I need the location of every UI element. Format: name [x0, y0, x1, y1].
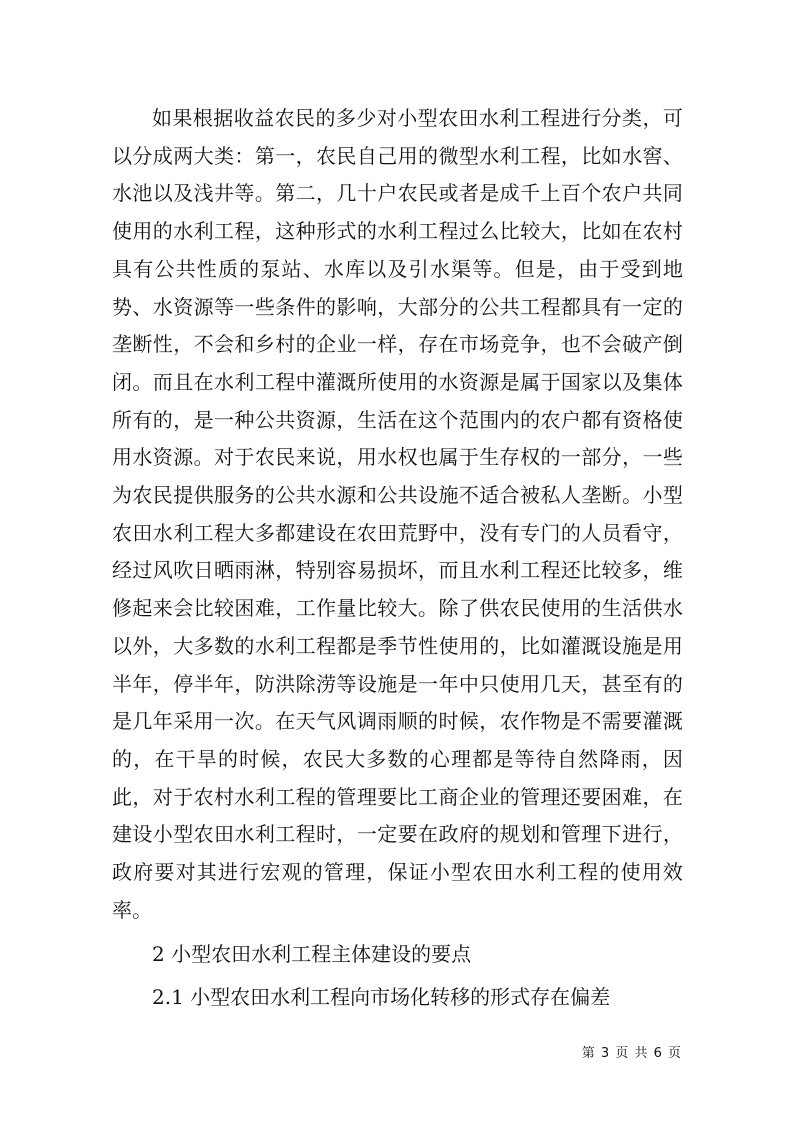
section-heading: 2 小型农田水利工程主体建设的要点	[152, 942, 472, 967]
page-number-footer: 第 3 页 共 6 页	[581, 1046, 682, 1061]
body-paragraph: 如果根据收益农民的多少对小型农田水利工程进行分类，可以分成两大类：第一，农民自己用的微型水利工程，比如水窖、水池以及浅井等。第二，几十户农民或者是成千上百个农户共同使用的水利工程，这种形式的水利工程过么比较大，比如在农村具有公共性质的泵站、水库以及引水渠等。但是，由于受到地势、水资源等一些条件的影响，大部分的公共工程都具有一定的垄断性，不会和乡村的企业一样，存在市场竞争，也不会破产倒闭。而且在水利工程中灌溉所使用的水资源是属于国家以及集体所有的，是一种公共资源，生活在这个范围内的农户都有资格使用水资源。对于农民来说，用水权也属于生存权的一部分，一些为农民提供服务的公共水源和公共设施不适合被私人垄断。小型农田水利工程大多都建设在农田荒野中，没有专门的人员看守，经过风吹日晒雨淋，特别容易损坏，而且水利工程还比较多，维修起来会比较困难，工作量比较大。除了供农民使用的生活供水以外，大多数的水利工程都是季节性使用的，比如灌溉设施是用半年，停半年，防洪除涝等设施是一年中只使用几天，甚至有的是几年采用一次。在天气风调雨顺的时候，农作物是不需要灌溉的，在干旱的时候，农民大多数的心理都是等待自然降雨，因此，对于农村水利工程的管理要比工商企业的管理还要困难，在建设小型农田水利工程时，一定要在政府的规划和管理下进行，政府要对其进行宏观的管理，保证小型农田水利工程的使用效率。	[112, 106, 683, 922]
document-body	[112, 100, 683, 1017]
subsection-heading: 2.1 小型农田水利工程向市场化转移的形式存在偏差	[152, 985, 611, 1010]
